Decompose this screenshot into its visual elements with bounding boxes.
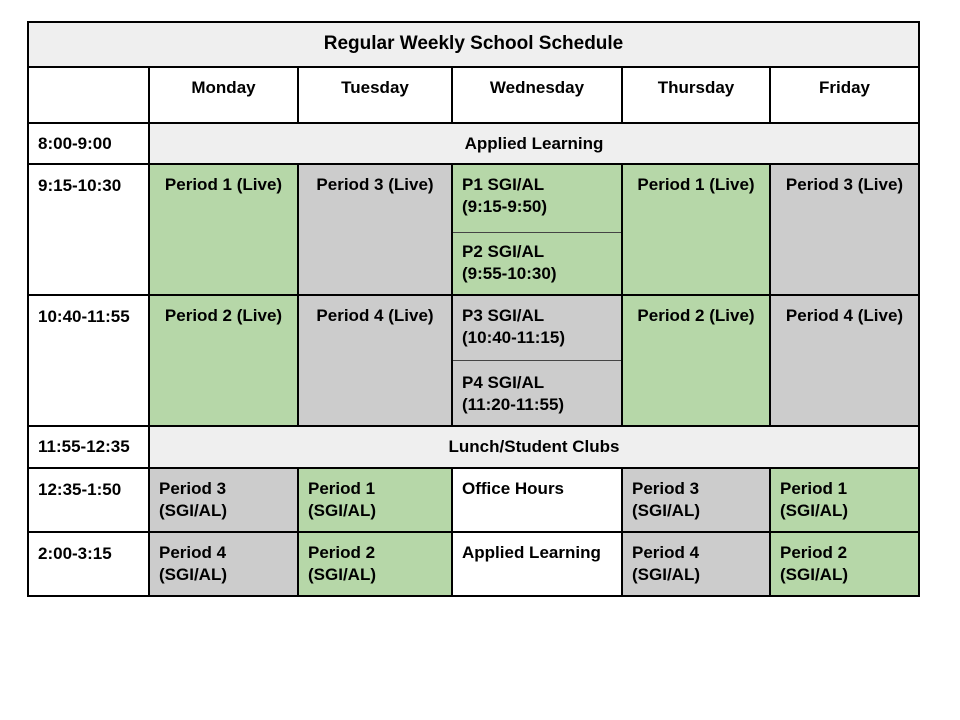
col-rule-3c: [451, 468, 453, 597]
border-bottom: [27, 595, 920, 597]
rule-time1-bottom: [27, 163, 149, 165]
cell-tue-block1: Period 3 (Live): [298, 164, 452, 295]
cell-fri-block3: Period 1 (SGI/AL): [770, 468, 919, 532]
border-top: [27, 21, 920, 23]
wed-block1-part-a: P1 SGI/AL (9:15-9:50): [462, 175, 548, 216]
col-rule-5c: [769, 468, 771, 597]
border-right: [918, 21, 920, 597]
applied-learning-row: Applied Learning: [149, 123, 919, 164]
col-rule-1: [148, 67, 150, 597]
time-label-row3: 10:40-11:55: [28, 295, 149, 426]
rule-row1-bottom: [149, 163, 920, 165]
rule-time4-bottom: [27, 467, 149, 469]
day-header-friday: Friday: [770, 67, 919, 123]
wed-subdivider-block2: [453, 360, 621, 361]
col-rule-2b: [297, 164, 299, 426]
col-rule-2a: [297, 67, 299, 123]
wed-block1-part-b: P2 SGI/AL (9:55-10:30): [462, 242, 557, 283]
day-header-thursday: Thursday: [622, 67, 770, 123]
cell-fri-block4: Period 2 (SGI/AL): [770, 532, 919, 596]
col-rule-4b: [621, 164, 623, 426]
cell-fri-block1: Period 3 (Live): [770, 164, 919, 295]
col-rule-3b: [451, 164, 453, 426]
time-label-row4: 11:55-12:35: [28, 426, 149, 468]
time-label-row1: 8:00-9:00: [28, 123, 149, 164]
rule-row4-bottom: [149, 467, 920, 469]
day-header-monday: Monday: [149, 67, 298, 123]
col-rule-5a: [769, 67, 771, 123]
cell-fri-block2: Period 4 (Live): [770, 295, 919, 426]
cell-wed-block1: [452, 164, 622, 295]
cell-thu-block1: Period 1 (Live): [622, 164, 770, 295]
time-label-row2: 9:15-10:30: [28, 164, 149, 295]
rule-under-title: [27, 66, 920, 68]
border-left: [27, 21, 29, 597]
cell-mon-block2: Period 2 (Live): [149, 295, 298, 426]
time-label-row6: 2:00-3:15: [28, 532, 149, 596]
rule-row2-bottom: [27, 294, 920, 296]
rule-under-header: [27, 122, 920, 124]
cell-mon-block4: Period 4 (SGI/AL): [149, 532, 298, 596]
day-header-wednesday: Wednesday: [452, 67, 622, 123]
rule-row3-bottom: [27, 425, 920, 427]
col-rule-5b: [769, 164, 771, 426]
cell-tue-block4: Period 2 (SGI/AL): [298, 532, 452, 596]
cell-tue-block2: Period 4 (Live): [298, 295, 452, 426]
cell-thu-block2: Period 2 (Live): [622, 295, 770, 426]
col-rule-4c: [621, 468, 623, 597]
col-rule-4a: [621, 67, 623, 123]
wed-subdivider-block1: [453, 232, 621, 233]
cell-thu-block4: Period 4 (SGI/AL): [622, 532, 770, 596]
wed-block2-part-a: P3 SGI/AL (10:40-11:15): [462, 306, 566, 347]
cell-tue-block3: Period 1 (SGI/AL): [298, 468, 452, 532]
cell-wed-block3: Office Hours: [452, 468, 622, 532]
cell-mon-block1: Period 1 (Live): [149, 164, 298, 295]
lunch-row: Lunch/Student Clubs: [149, 426, 919, 468]
header-corner: [28, 67, 149, 123]
cell-mon-block3: Period 3 (SGI/AL): [149, 468, 298, 532]
day-header-tuesday: Tuesday: [298, 67, 452, 123]
col-rule-2c: [297, 468, 299, 597]
schedule-title-text: Regular Weekly School Schedule: [323, 33, 624, 54]
schedule-title: [28, 22, 919, 67]
cell-wed-block4: Applied Learning: [452, 532, 622, 596]
col-rule-3a: [451, 67, 453, 123]
rule-row5-bottom: [27, 531, 920, 533]
time-label-row5: 12:35-1:50: [28, 468, 149, 532]
cell-thu-block3: Period 3 (SGI/AL): [622, 468, 770, 532]
wed-block2-part-b: P4 SGI/AL (11:20-11:55): [462, 373, 565, 414]
